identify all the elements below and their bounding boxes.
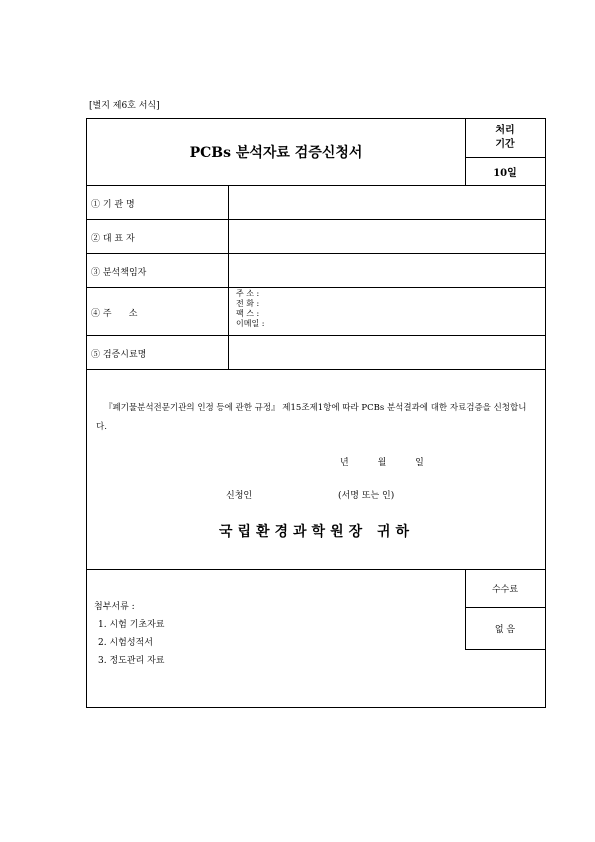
contact-fax-label: 팩 스 : <box>236 309 260 318</box>
processing-period-label-line2: 기간 <box>495 139 515 150</box>
fee-value: 없 음 <box>494 624 516 635</box>
field-value-address[interactable] <box>229 288 545 335</box>
application-statement: 『폐기물분석전문기관의 인정 등에 관한 규정』 제15조제1항에 따라 PCBs 분석결과에 대한 자료검증을 신청합니다. <box>96 403 527 432</box>
fee-label: 수수료 <box>491 584 519 595</box>
date-day: 일 <box>415 458 425 468</box>
processing-period-value: 10일 <box>493 167 517 179</box>
form-number-label: [별지 제6호 서식] <box>89 101 160 111</box>
field-value-sample-name[interactable] <box>229 336 545 369</box>
attachment-item: 3. 정도관리 자료 <box>98 656 165 666</box>
date-month: 월 <box>377 458 388 468</box>
date-line <box>340 455 425 468</box>
divider <box>86 369 546 370</box>
attachment-item: 1. 시험 기초자료 <box>98 620 165 630</box>
applicant-label: 신청인 <box>226 491 253 501</box>
addressee: 국립환경과학원장 귀하 <box>218 524 415 540</box>
attachment-item: 2. 시험성적서 <box>98 638 153 648</box>
field-value-representative[interactable] <box>229 220 545 253</box>
contact-email-label: 이메일 : <box>236 319 265 328</box>
signature-label: (서명 또는 인) <box>338 491 395 501</box>
field-label-representative: ② 대 표 자 <box>91 234 135 244</box>
date-year: 년 <box>340 458 350 468</box>
contact-address-label: 주 소 : <box>236 289 260 298</box>
field-label-org-name: ① 기 관 명 <box>91 200 135 210</box>
divider <box>465 649 546 650</box>
processing-period-label <box>465 119 545 157</box>
field-value-org-name[interactable] <box>229 186 545 219</box>
contact-phone-label: 전 화 : <box>236 299 260 308</box>
field-label-sample-name: ⑤ 검증시료명 <box>91 350 147 360</box>
processing-period-label-line1: 처리 <box>495 125 515 136</box>
attachments-title: 첨부서류 : <box>94 602 135 612</box>
field-value-analysis-manager[interactable] <box>229 254 545 287</box>
form-title: PCBs 분석자료 검증신청서 <box>189 145 363 161</box>
field-label-analysis-manager: ③ 분석책임자 <box>91 268 147 278</box>
field-label-address: ④ 주 소 <box>91 309 138 319</box>
